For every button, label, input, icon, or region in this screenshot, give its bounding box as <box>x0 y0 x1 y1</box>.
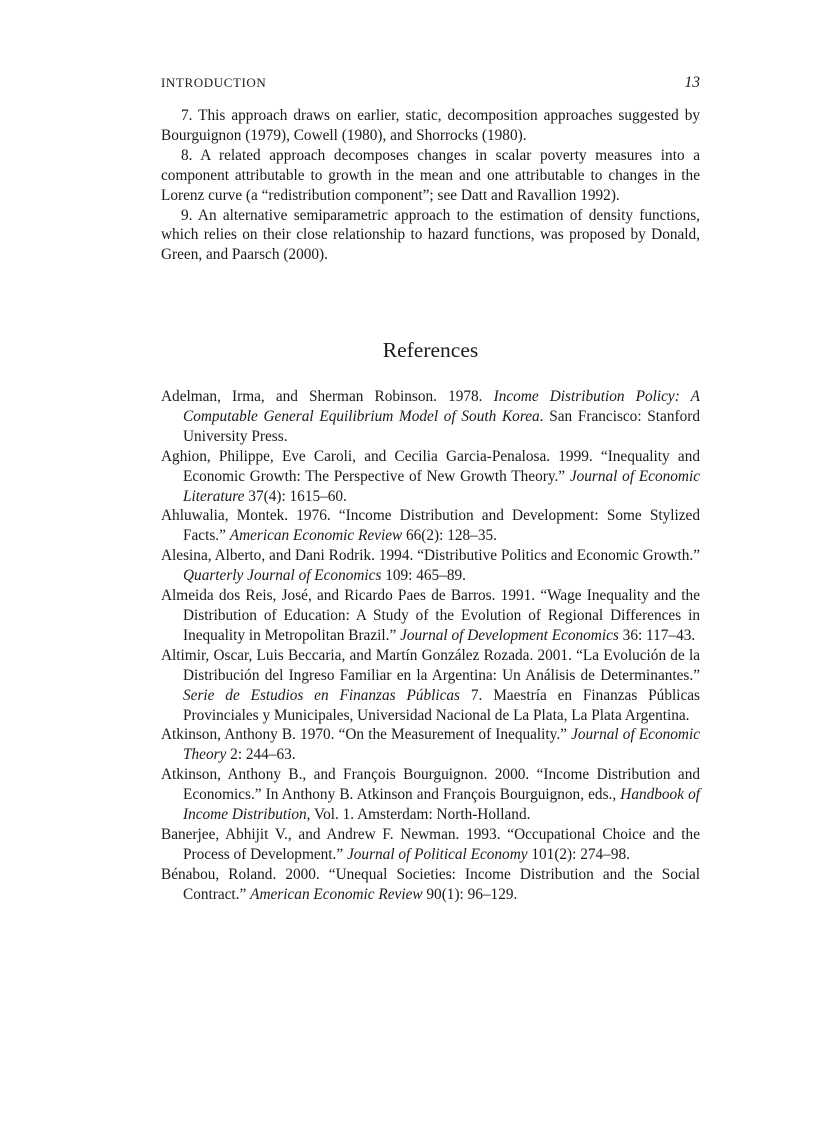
reference-title: Serie de Estudios en Finanzas Públicas <box>183 686 460 704</box>
reference-text: Banerjee, Abhijit V., and Andrew F. Newman. 1993. “Occupational Choice and the Process of Development.” <box>161 825 700 863</box>
reference-text: Alesina, Alberto, and Dani Rodrik. 1994. “Distributive Politics and Economic Growth.” <box>161 547 700 565</box>
endnote: 9. An alternative semiparametric approach to the estimation of density functions, which relies on their close relationship to hazard functions, was proposed by Donald, Green, and Paarsch (2000). <box>161 206 700 264</box>
reference-text: 2: 244–63. <box>226 746 296 764</box>
reference-text: 66(2): 128–35. <box>402 527 497 545</box>
reference-text: Ahluwalia, Montek. 1976. “Income Distribution and Development: Some Stylized Facts.” <box>161 507 700 545</box>
reference-entry <box>161 546 700 586</box>
reference-text: 37(4): 1615–60. <box>244 487 347 505</box>
references-heading: References <box>382 338 479 362</box>
reference-title: Quarterly Journal of Economics <box>183 567 382 585</box>
reference-title: American Economic Review <box>229 527 403 545</box>
page-number: 13 <box>684 74 700 91</box>
reference-text: 109: 465–89. <box>381 567 466 585</box>
reference-text: 90(1): 96–129. <box>422 885 518 903</box>
reference-entry <box>161 447 700 507</box>
reference-entry <box>161 387 700 447</box>
reference-entry <box>161 506 700 546</box>
running-header <box>161 74 700 92</box>
reference-text: Atkinson, Anthony B. 1970. “On the Measurement of Inequality.” <box>161 726 572 744</box>
reference-entry <box>161 765 700 825</box>
reference-text: Bénabou, Roland. 2000. “Unequal Societies: Income Distribution and the Social Contract.” <box>161 865 700 903</box>
reference-text: 101(2): 274–98. <box>527 845 630 863</box>
reference-text: Atkinson, Anthony B., and François Bourguignon. 2000. “Income Distribution and Economics.” In Anthony B. Atkinson and François Bourguignon, eds., <box>161 766 700 804</box>
reference-entry <box>161 725 700 765</box>
endnote: 7. This approach draws on earlier, static, decomposition approaches suggested by Bourguignon (1979), Cowell (1980), and Shorrocks (1980). <box>161 107 700 144</box>
reference-entry <box>161 825 700 865</box>
reference-title: Handbook of Income Distribution <box>183 786 700 824</box>
reference-text: . San Francisco: Stanford University Press. <box>183 407 700 445</box>
reference-title: Income Distribution Policy: A Computable General Equilibrium Model of South Korea <box>183 388 700 425</box>
reference-entry <box>161 646 700 726</box>
reference-title: Journal of Political Economy <box>346 845 528 863</box>
reference-text: 36: 117–43. <box>618 626 696 644</box>
reference-text: Aghion, Philippe, Eve Caroli, and Cecilia Garcia-Penalosa. 1999. “Inequality and Economic Growth: The Perspective of New Growth Theory.” <box>161 447 700 485</box>
reference-text: Almeida dos Reis, José, and Ricardo Paes de Barros. 1991. “Wage Inequality and the Distribution of Education: A Study of the Evolution of Regional Differences in Inequality in Metropolitan Brazil.” <box>161 587 700 644</box>
reference-title: Journal of Economic Literature <box>183 467 700 505</box>
reference-text: 7. Maestría en Finanzas Públicas Provinciales y Municipales, Universidad Nacional de La Plata, La Plata Argentina. <box>183 686 701 724</box>
reference-title: Journal of Economic Theory <box>183 726 700 764</box>
reference-text: Adelman, Irma, and Sherman Robinson. 1978. <box>161 388 494 405</box>
endnotes <box>161 106 700 265</box>
reference-title: American Economic Review <box>250 885 423 903</box>
endnote: 8. A related approach decomposes changes in scalar poverty measures into a component attributable to growth in the mean and one attributable to changes in the Lorenz curve (a “redistribution component”; see Datt and Ravallion 1992). <box>161 146 700 204</box>
reference-entry <box>161 865 700 905</box>
section-title: INTRODUCTION <box>161 75 267 90</box>
reference-entry <box>161 586 700 646</box>
reference-title: Journal of Development Economics <box>400 626 619 644</box>
reference-text: , Vol. 1. Amsterdam: North-Holland. <box>306 806 531 824</box>
reference-text: Altimir, Oscar, Luis Beccaria, and Martín González Rozada. 2001. “La Evolución de la Distribución del Ingreso Familiar en la Argentina: Un Análisis de Determinantes.” <box>161 646 700 684</box>
reference-list <box>161 387 700 905</box>
